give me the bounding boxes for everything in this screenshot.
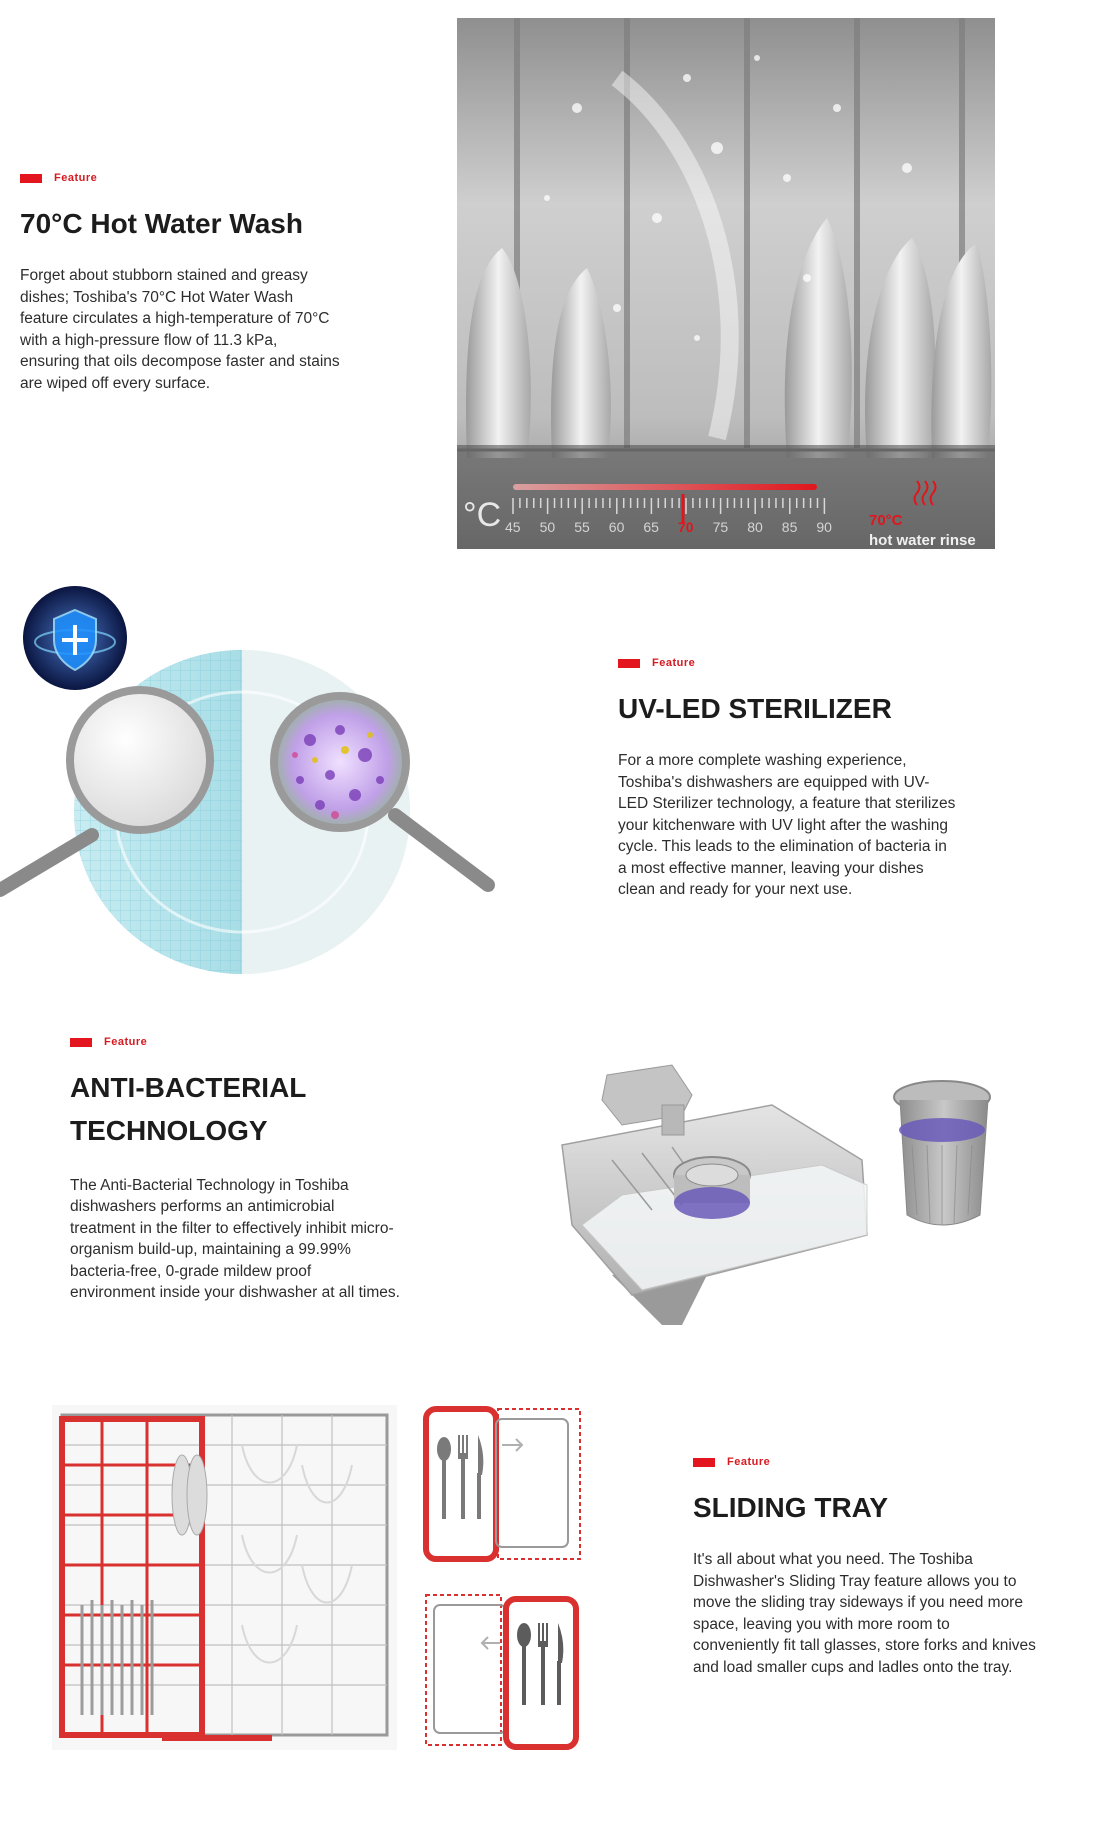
sliding-tray-diagram (422, 1405, 587, 1750)
filter-image (522, 1035, 1027, 1335)
feature-tag-label: Feature (652, 657, 696, 669)
dish-rack-image (52, 1405, 397, 1750)
unit-label: °C (463, 496, 502, 534)
uv-led-image (0, 580, 510, 975)
anti-bacterial-text (70, 1036, 400, 1304)
scale-tick-label: 55 (574, 519, 590, 535)
spoon-icon (437, 1437, 451, 1519)
feature-tag (70, 1036, 400, 1048)
highlight-value: 70°C (869, 512, 903, 529)
image-caption: hot water rinse (869, 532, 976, 549)
scale-tick-label: 90 (816, 519, 832, 535)
section-title: SLIDING TRAY (693, 1492, 888, 1523)
feature-tag-label: Feature (727, 1456, 771, 1468)
hot-water-image (457, 18, 995, 549)
arrow-right-icon (502, 1439, 522, 1451)
hot-water-text (20, 172, 340, 394)
feature-tag-label: Feature (54, 172, 98, 184)
feature-tag (693, 1456, 1038, 1468)
section-description: Forget about stubborn stained and greasy dishes; Toshiba's 70°C Hot Water Wash feature circulates a high-temperature of 70°C with a high-pressure flow of 11.3 kPa, ensuring that oils decompose faster and stains are wiped off every surface. (20, 267, 340, 392)
scale-tick-label: 85 (781, 519, 798, 535)
section-title: UV-LED STERILIZER (618, 693, 892, 724)
section-title: 70°C Hot Water Wash (20, 208, 303, 239)
scale-tick-label: 75 (712, 519, 729, 535)
sliding-tray-text (693, 1456, 1038, 1678)
feature-tag-label: Feature (104, 1036, 148, 1048)
section-description: The Anti-Bacterial Technology in Toshiba dishwashers performs an antimicrobial treatment in the filter to effectively inhibit micro-organism build-up, maintaining a 99.99% bacteria-free, 0-grade mildew proof environment inside your dishwasher at all times. (70, 1176, 400, 1302)
scale-tick-label: 65 (643, 519, 659, 535)
section-description: For a more complete washing experience, Toshiba's dishwashers are equipped with UV-LED Sterilizer technology, a feature that sterilizes your kitchenware with UV light after the washing cycle. This leads to the elimination of bacteria in a most effective manner, leaving your dishes clean and ready for your next use. (618, 752, 956, 899)
scale-tick-label: 60 (608, 519, 625, 535)
feature-tag (20, 172, 340, 184)
arrow-left-icon (482, 1637, 500, 1649)
tag-bar (693, 1458, 715, 1467)
tag-bar (618, 659, 640, 668)
scale-tick-label: 70 (678, 519, 694, 535)
scale-tick-label: 50 (539, 519, 556, 535)
section-title: ANTI-BACTERIAL TECHNOLOGY (70, 1072, 306, 1147)
knife-icon (477, 1435, 483, 1519)
uv-led-text (618, 657, 958, 901)
tag-bar (20, 174, 42, 183)
tag-bar (70, 1038, 92, 1047)
scale-tick-label: 80 (747, 519, 763, 535)
section-description: It's all about what you need. The Toshiba Dishwasher's Sliding Tray feature allows you to move the sliding tray sideways if you need more space, leaving you with more room to conveniently fit tall glasses, store forks and knives and load smaller cups and ladles onto the tray. (693, 1551, 1036, 1676)
feature-tag (618, 657, 958, 669)
scale-tick-label: 45 (505, 519, 521, 535)
fork-icon (458, 1435, 468, 1519)
